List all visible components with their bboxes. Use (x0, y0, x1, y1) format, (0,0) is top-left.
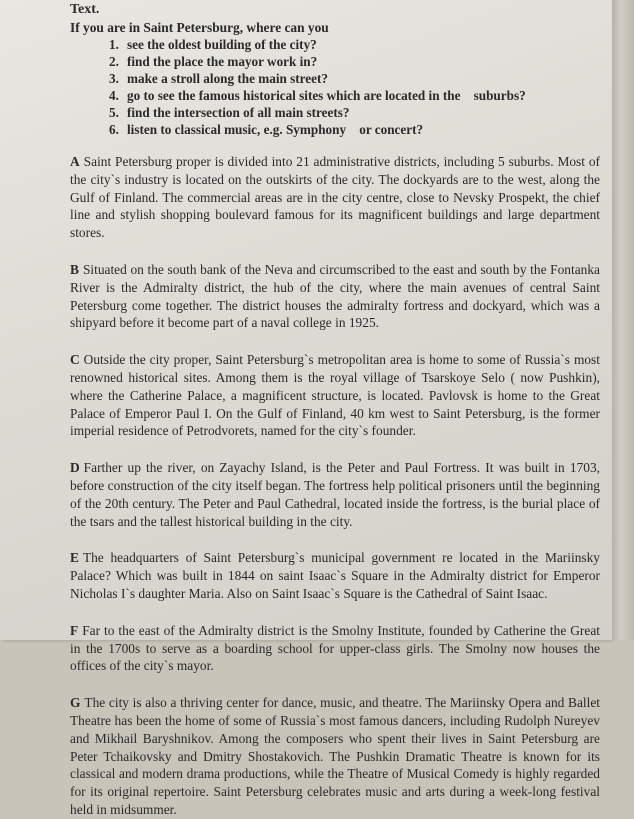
question-item (109, 121, 600, 138)
document-body (70, 0, 600, 819)
paragraph-letter: C (70, 352, 80, 368)
question-text: find the intersection of all main streets? (127, 105, 350, 120)
question-text: see the oldest building of the city? (127, 37, 317, 52)
question-number: 6. (109, 122, 119, 137)
question-item (109, 36, 600, 53)
paper-edge (612, 0, 634, 640)
paragraph-text: The headquarters of Saint Petersburg`s municipal government re located in the Mariinsky Palace? Which was built in 1844 on saint Isaac`s Square in the Admiralty district for Emperor Nicholas I`s daughter Maria. Also on Saint Isaac`s Square is the Cathedral of Saint Isaac. (70, 550, 600, 601)
paragraph-c (70, 351, 600, 440)
question-text: listen to classical music, e.g. Symphony or concert? (127, 122, 424, 137)
paragraph-f (70, 622, 600, 675)
paragraph-letter: E (70, 550, 79, 566)
paragraph-a (70, 153, 600, 242)
question-item (109, 53, 600, 70)
question-text: go to see the famous historical sites which are located in the suburbs? (127, 88, 526, 103)
question-item (109, 104, 600, 121)
question-number: 5. (109, 105, 119, 120)
question-number: 3. (109, 71, 119, 86)
document-title: Text. (70, 2, 100, 17)
paragraph-b (70, 261, 600, 332)
paragraph-e (70, 549, 600, 602)
paragraph-text: Farther up the river, on Zayachy Island, is the Peter and Paul Fortress. It was built in 1703, before construction of the city itself began. The fortress help political prisoners until the beginning of the 20th century. The Peter and Paul Cathedral, located inside the fortress, is the burial place of the tsars and the tallest historical building in the city. (70, 460, 600, 529)
paragraph-text: Outside the city proper, Saint Petersburg`s metropolitan area is home to some of Russia`s most renowned historical sites. Among them is the royal village of Tsarskoye Selo ( now Pushkin), where the Catherine Palace, a magnificent structure, is located. Pavlovsk is home to the Great Palace of Emperor Paul I. On the Gulf of Finland, 40 km west to Saint Petersburg, is the former imperial residence of Petrodvorets, named for the city`s founder. (70, 352, 600, 439)
question-text: make a stroll along the main street? (127, 71, 328, 86)
question-number: 2. (109, 54, 119, 69)
paragraph-letter: F (70, 622, 79, 638)
paragraph-letter: D (70, 460, 80, 476)
intro-question: If you are in Saint Petersburg, where can you (70, 20, 329, 35)
question-text: find the place the mayor work in? (127, 54, 318, 69)
paragraph-text: Saint Petersburg proper is divided into 21 administrative districts, including 5 suburbs. Most of the city`s industry is located on the outskirts of the city. The dockyards are to the west, along the Gulf of Finland. The commercial areas are in the city centre, close to Nevsky Prospekt, the chief line and stylish shopping boulevard famous for its magnificent buildings and large department stores. (70, 154, 600, 241)
question-item (109, 87, 600, 104)
question-list (70, 36, 600, 138)
question-number: 4. (109, 88, 119, 103)
paragraph-g (70, 694, 600, 819)
paragraph-text: Situated on the south bank of the Neva and circumscribed to the east and south by the Fontanka River is the Admiralty district, the hub of the city, where the main avenues of central Saint Petersburg come together. The district houses the admiralty fortress and dockyard, which was a shipyard before it become part of a naval college in 1925. (70, 261, 600, 331)
paragraph-letter: G (70, 695, 81, 711)
question-item (109, 70, 600, 87)
paragraph-text: Far to the east of the Admiralty district is the Smolny Institute, founded by Catherine the Great in the 1700s to serve as a boarding school for upper-class girls. The Smolny now houses the offices of the city`s mayor. (70, 622, 600, 674)
paragraph-text: The city is also a thriving center for dance, music, and theatre. The Mariinsky Opera and Ballet Theatre has been the home of some of Russia`s most famous dancers, including Rudolph Nureyev and Mikhail Baryshnikov. Among the composers who spent their lives in Saint Petersburg are Peter Tchaikovsky and Dmitry Shostakovich. The Pushkin Dramatic Theatre is known for its classical and modern drama productions, while the Theatre of Musical Comedy is highly regarded for its original repertoire. Saint Petersburg celebrates music and arts during a week-long festival held in midsummer. (70, 695, 600, 817)
paragraph-d (70, 459, 600, 530)
paragraph-letter: A (70, 154, 80, 169)
paragraph-letter: B (70, 261, 79, 277)
question-number: 1. (109, 37, 119, 52)
